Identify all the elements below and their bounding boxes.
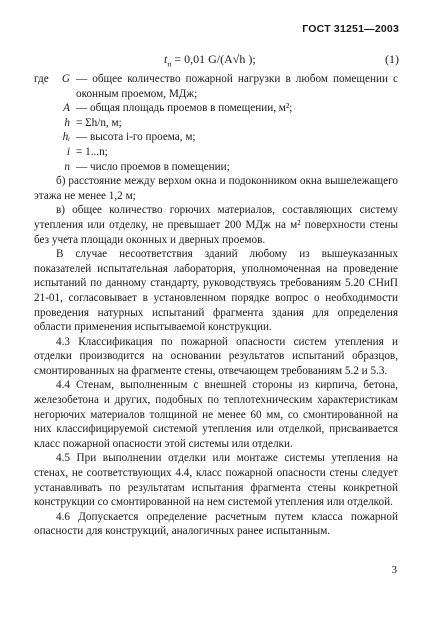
def-text: = Σh/n, м;: [76, 116, 122, 129]
def-lead: [34, 160, 60, 175]
def-symbol: h: [64, 116, 70, 129]
standard-header: ГОСТ 31251—2003: [302, 23, 399, 35]
formula: [164, 52, 256, 68]
formula-sub: п: [167, 59, 172, 69]
def-symbol: i: [66, 145, 70, 158]
def-lead: где: [34, 73, 49, 85]
def-lead: [34, 130, 60, 145]
def-lead: [34, 116, 60, 131]
def-text: — высота i-го проема, м;: [76, 131, 196, 144]
body-text: [34, 72, 398, 539]
def-lead: [34, 101, 60, 116]
def-symbol: G: [61, 73, 70, 85]
def-symbol: A: [63, 102, 70, 115]
paragraph: 4.6 Допускается определение расчетным путем класса пожарной опасности для конструкций, аналогичных ранее испытанным.: [34, 510, 398, 538]
def-symbol: n: [64, 160, 70, 173]
def-text: — общая площадь проемов в помещении, м²;: [76, 102, 293, 115]
paragraph: 4.5 При выполнении отделки или монтаже системы утепления на стенах, не соответствующих 4.4, класс пожарной опасности стены следует устанавливать по результатам испытания фрагмента стены конкретной конструкции со смонтированной на нем системой утепления или отделкой.: [34, 452, 398, 509]
paragraph: 4.3 Классификация по пожарной опасности систем утепления и отделки производится на основании результатов испытаний образцов, смонтированных на фрагменте стены, отвечающем требованиям 5.2 и 5.3.: [34, 335, 398, 377]
def-text: — общее количество пожарной нагрузки в любом помещении с оконным проемом, МДж;: [76, 73, 398, 100]
page-number: 3: [391, 564, 397, 576]
formula-var: t: [164, 52, 168, 66]
def-lead: [34, 145, 60, 160]
paragraph: 4.4 Стенам, выполненным с внешней стороны из кирпича, бетона, железобетона и других, подобных по теплотехническим характеристикам негорючих материалов толщиной не менее 60 мм, со смонтированной на них классифицируемой системой утепления или отделкой, присваивается класс пожарной опасности этой системы или отделки.: [34, 379, 398, 450]
definitions-list: [34, 72, 398, 174]
paragraph: в) общее количество горючих материалов, составляющих систему утепления или отделку, не превышает 200 МДж на м² поверхности стены без учета площади оконных и дверных проемов.: [34, 204, 398, 246]
formula-body: = 0,01 G/(A√h );: [171, 52, 256, 66]
paragraph: б) расстояние между верхом окна и подоконником окна вышележащего этажа не менее 1,2 м;: [34, 175, 398, 202]
def-symbol: hᵢ: [62, 131, 70, 144]
formula-number: (1): [385, 52, 399, 66]
def-text: — число проемов в помещении;: [76, 160, 230, 173]
paragraph: В случае несоответствия зданий любому из вышеуказанных показателей испытательная лаборатория, уполномоченная на проведение испытаний по данному стандарту, руководствуясь требованиям 5.20 СНиП 21-01, согласовывает в установленном порядке вопрос о необходимости проведения натурных испытаний фрагмента здания для определения области применения испытываемой конструкции.: [34, 248, 398, 334]
def-text: = 1...n;: [76, 145, 108, 158]
formula-row: [34, 52, 399, 70]
